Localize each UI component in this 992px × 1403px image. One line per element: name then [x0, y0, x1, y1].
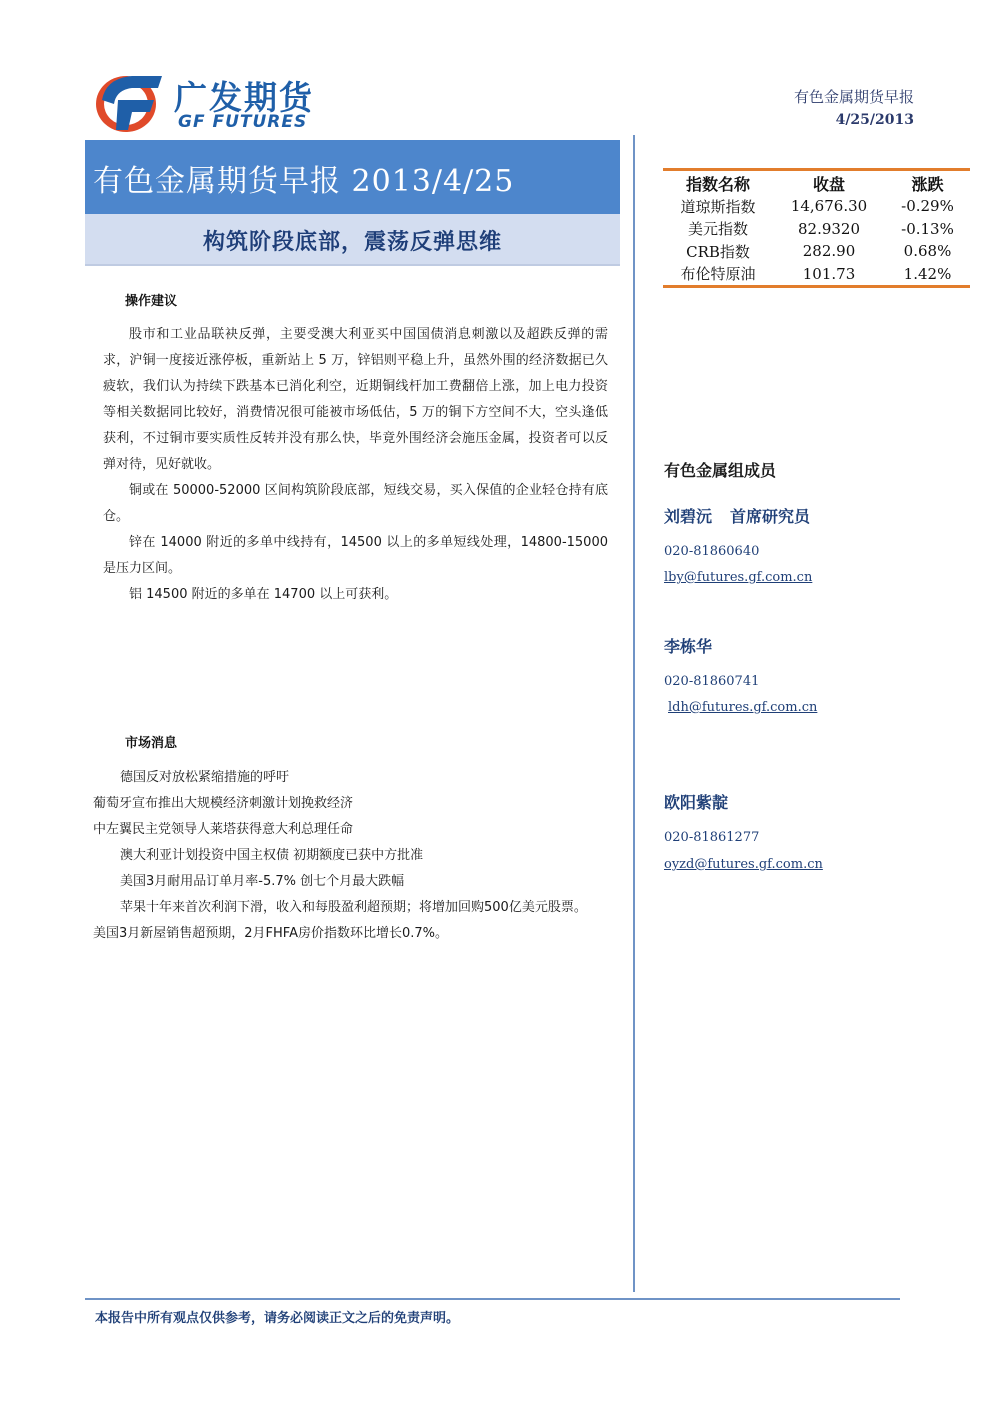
index-name: CRB指数 — [686, 242, 750, 261]
header-date: 4/25/2013 — [835, 112, 914, 128]
logo-chinese-name: 广发期货 — [174, 78, 314, 117]
member-phone: 020-81861277 — [664, 830, 760, 845]
index-table — [663, 168, 970, 288]
team-heading: 有色金属组成员 — [664, 461, 777, 480]
news-list — [93, 765, 613, 947]
header-close: 收盘 — [812, 174, 845, 194]
member-phone: 020-81860640 — [664, 544, 760, 559]
news-item: 澳大利亚计划投资中国主权债 初期额度已获中方批准 — [120, 848, 424, 863]
news-heading: 市场消息 — [125, 736, 178, 751]
member-phone: 020-81860741 — [664, 674, 760, 689]
title-banner — [85, 140, 620, 214]
index-close: 82.9320 — [797, 219, 861, 238]
index-close: 282.90 — [802, 242, 856, 261]
index-close: 14,676.30 — [790, 197, 868, 216]
subtitle-banner — [85, 214, 620, 266]
news-item: 苹果十年来首次利润下滑，收入和每股盈利超预期；将增加回购500亿美元股票。 — [120, 900, 587, 915]
table-row — [663, 218, 970, 241]
table-row — [663, 195, 970, 218]
report-title: 有色金属期货早报 2013/4/25 — [93, 164, 515, 199]
disclaimer-text: 本报告中所有观点仅供参考，请务必阅读正文之后的免责声明。 — [95, 1311, 460, 1326]
table-row — [663, 240, 970, 263]
company-logo — [92, 66, 342, 136]
gf-logo-icon — [92, 70, 164, 134]
advice-paragraph: 铝 14500 附近的多单在 14700 以上可获利。 — [129, 587, 398, 602]
vertical-divider — [633, 135, 635, 1292]
news-item: 美国3月耐用品订单月率-5.7% 创七个月最大跌幅 — [120, 874, 405, 889]
advice-paragraph: 股市和工业品联袂反弹，主要受澳大利亚买中国国债消息刺激以及超跌反弹的需求，沪铜一度接近涨停板，重新站上 5 万，锌铝则平稳上升，虽然外围的经济数据已久疲软，我们认为持续下跌基本已消化利空，近期铜线杆加工费翻倍上涨，加上电力投资等相关数据同比较好，消费情况很可能被市场低估，5 万的铜下方空间不大，空头逢低获利，不过铜市要实质性反转并没有那么快，毕竟外围经济会施压金属，投资者可以反弹对待，见好就收。 — [103, 327, 608, 472]
member-role: 首席研究员 — [730, 507, 811, 526]
advice-paragraph: 铜或在 50000-52000 区间构筑阶段底部，短线交易，买入保值的企业轻仓持有底仓。 — [103, 483, 608, 524]
header-change: 涨跌 — [911, 174, 944, 194]
member-name-text: 刘碧沅 — [664, 507, 713, 526]
report-subtitle: 构筑阶段底部，震荡反弹思维 — [202, 230, 502, 255]
advice-heading: 操作建议 — [125, 294, 178, 309]
footer-divider — [85, 1298, 900, 1300]
member-name-text: 欧阳紫靛 — [664, 793, 729, 812]
news-item: 葡萄牙宣布推出大规模经济刺激计划挽救经济 — [93, 796, 354, 811]
member-name — [664, 790, 728, 813]
table-bottom-rule — [663, 285, 970, 288]
index-name: 道琼斯指数 — [680, 197, 756, 216]
member-email-link[interactable]: lby@futures.gf.com.cn — [664, 570, 813, 585]
news-item: 德国反对放松紧缩措施的呼吁 — [120, 770, 290, 785]
advice-body — [103, 322, 608, 608]
index-name: 布伦特原油 — [680, 265, 756, 284]
member-name — [664, 634, 712, 657]
news-item: 中左翼民主党领导人莱塔获得意大利总理任命 — [93, 822, 354, 837]
table-row — [663, 263, 970, 286]
index-close: 101.73 — [802, 264, 856, 283]
news-item: 美国3月新屋销售超预期，2月FHFA房价指数环比增长0.7%。 — [93, 926, 448, 941]
logo-english-name: GF FUTURES — [178, 112, 308, 132]
member-name — [664, 504, 810, 527]
member-email-link[interactable]: oyzd@futures.gf.com.cn — [664, 857, 823, 872]
table-header-row — [663, 171, 970, 195]
advice-paragraph: 锌在 14000 附近的多单中线持有，14500 以上的多单短线处理，14800-15000 是压力区间。 — [103, 535, 608, 576]
index-change: -0.29% — [901, 197, 954, 216]
header-report-name: 有色金属期货早报 — [793, 88, 914, 106]
member-email-link[interactable]: ldh@futures.gf.com.cn — [668, 700, 818, 715]
member-name-text: 李栋华 — [664, 637, 713, 656]
header-name: 指数名称 — [685, 174, 750, 194]
index-change: 1.42% — [903, 264, 952, 283]
index-change: -0.13% — [901, 219, 954, 238]
index-change: 0.68% — [903, 242, 952, 261]
index-name: 美元指数 — [687, 220, 748, 239]
